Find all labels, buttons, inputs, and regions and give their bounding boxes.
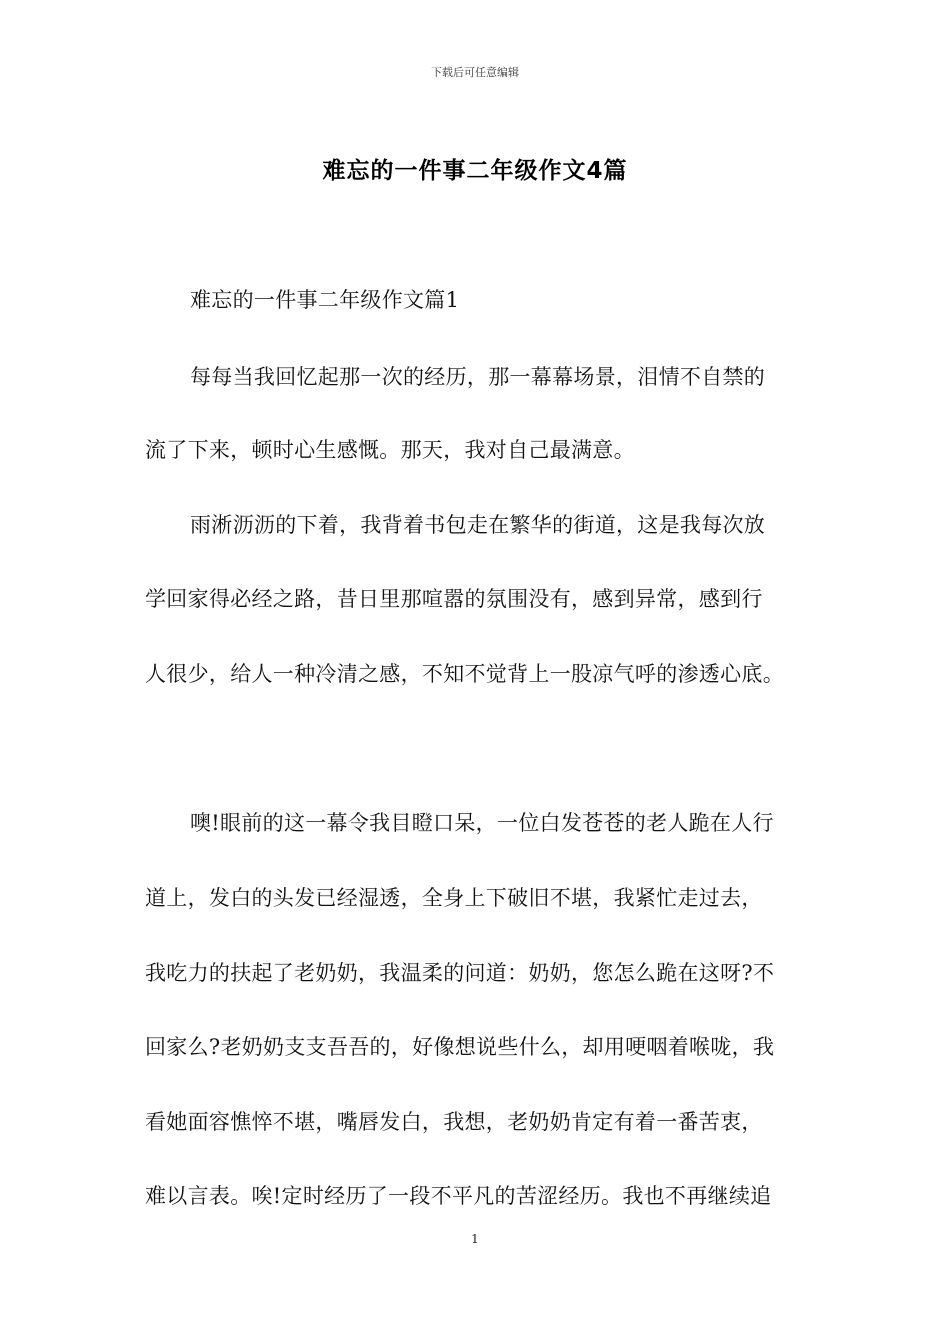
paragraph-line: 雨淅沥沥的下着，我背着书包走在繁华的街道，这是我每次放	[190, 513, 766, 537]
paragraph-line: 噢!眼前的这一幕令我目瞪口呆，一位白发苍苍的老人跪在人行	[190, 811, 774, 835]
paragraph-line: 回家么?老奶奶支支吾吾的，好像想说些什么，却用哽咽着喉咙，我	[145, 1035, 775, 1059]
paragraph-line: 看她面容憔悴不堪，嘴唇发白，我想，老奶奶肯定有着一番苦衷，	[145, 1110, 763, 1134]
paragraph-line: 道上，发白的头发已经湿透，全身上下破旧不堪，我紧忙走过去，	[145, 886, 763, 910]
page-number: 1	[471, 1232, 479, 1246]
document-title: 难忘的一件事二年级作文4篇	[322, 158, 628, 184]
paragraph-line: 每每当我回忆起那一次的经历，那一幕幕场景，泪情不自禁的	[190, 365, 766, 389]
page-header-note: 下载后可任意编辑	[431, 66, 519, 79]
paragraph-line: 难以言表。唉!定时经历了一段不平凡的苦涩经历。我也不再继续追	[145, 1184, 772, 1208]
paragraph-line: 我吃力的扶起了老奶奶，我温柔的问道：奶奶，您怎么跪在这呀?不	[145, 961, 775, 985]
paragraph-line: 人很少，给人一种冷清之感，不知不觉背上一股凉气呼的渗透心底。	[145, 662, 784, 686]
paragraph-line: 流了下来，顿时心生感慨。那天，我对自己最满意。	[145, 438, 635, 462]
section-heading: 难忘的一件事二年级作文篇1	[190, 288, 460, 312]
paragraph-line: 学回家得必经之路，昔日里那喧嚣的氛围没有，感到异常，感到行	[145, 587, 763, 611]
